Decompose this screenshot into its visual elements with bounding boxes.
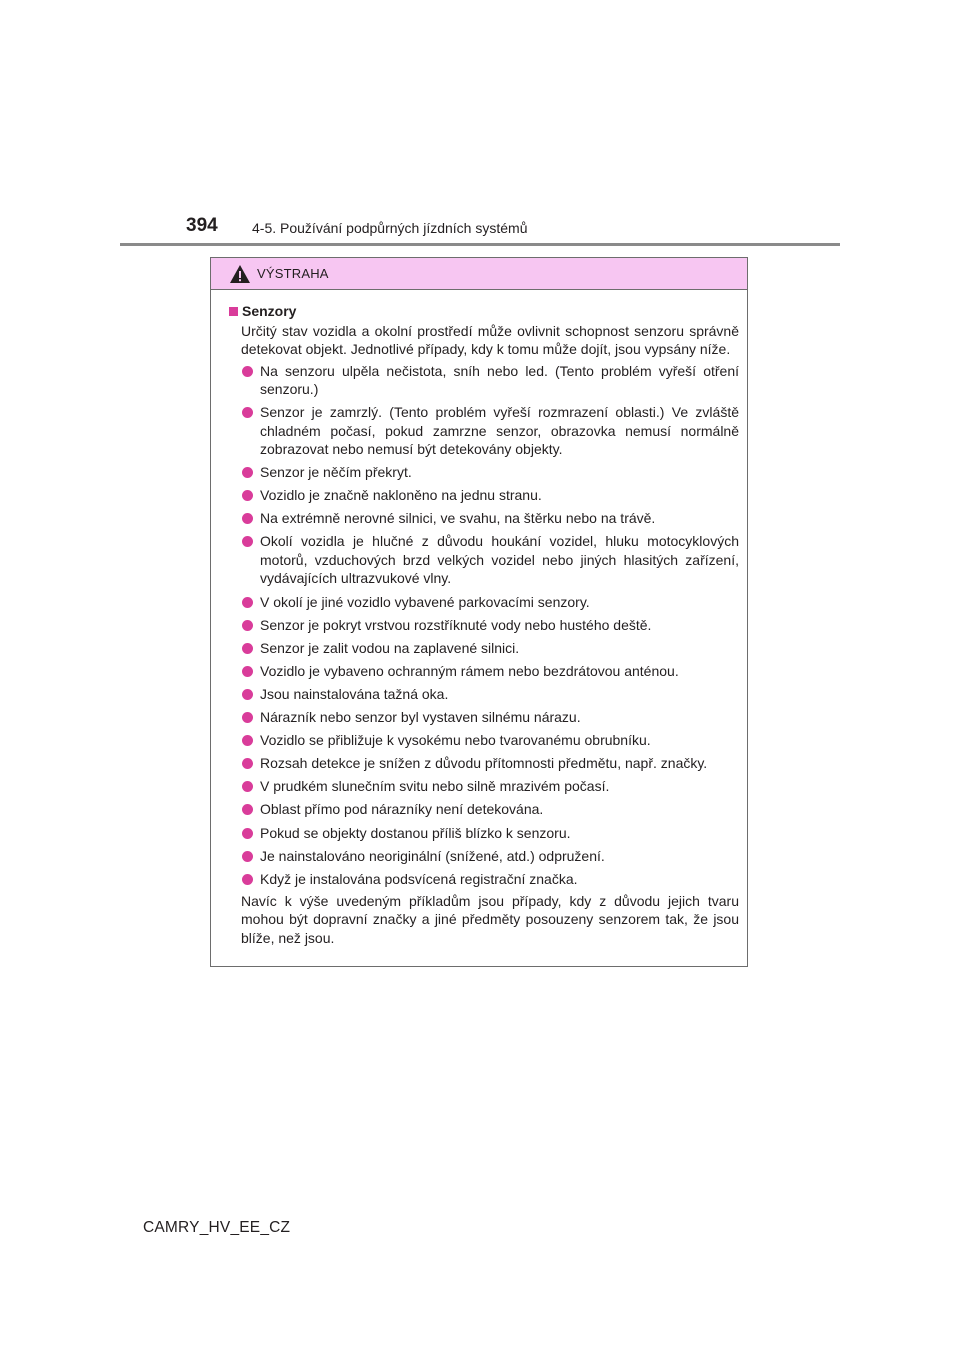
list-item [229, 593, 739, 612]
round-bullet-icon [242, 828, 253, 839]
round-bullet-icon [242, 490, 253, 501]
list-item-text: Vozidlo je vybaveno ochranným rámem nebo bezdrátovou anténou. [260, 662, 679, 679]
list-item [229, 362, 739, 399]
list-item-text: Na senzoru ulpěla nečistota, sníh nebo led. (Tento problém vyřeší otření senzoru.) [260, 362, 739, 397]
outro-paragraph: Navíc k výše uvedeným příkladům jsou případy, kdy z důvodu jejich tvaru mohou být dopravní značky a jiné předměty posouzeny senzorem tak, že jsou blíže, než jsou. [241, 892, 739, 946]
page-number: 394 [186, 215, 218, 236]
list-item [229, 685, 739, 704]
subheading [229, 302, 739, 321]
list-item [229, 509, 739, 528]
list-item-text: Okolí vozidla je hlučné z důvodu houkání vozidel, hluku motocyklových motorů, vzduchových brzd velkých vozidel nebo jiných hlasitých zařízení, vydávajících ultrazvukové vlny. [260, 533, 739, 587]
list-item-text: Pokud se objekty dostanou příliš blízko k senzoru. [260, 824, 571, 841]
round-bullet-icon [242, 666, 253, 677]
round-bullet-icon [242, 712, 253, 723]
list-item [229, 777, 739, 796]
list-item-text: Senzor je pokryt vrstvou rozstříknuté vody nebo hustého deště. [260, 616, 652, 633]
round-bullet-icon [242, 536, 253, 547]
round-bullet-icon [242, 467, 253, 478]
list-item [229, 754, 739, 773]
list-item-text: Senzor je něčím překryt. [260, 464, 412, 481]
warning-triangle-icon [229, 264, 251, 284]
list-item-text: Nárazník nebo senzor byl vystaven silnému nárazu. [260, 709, 581, 726]
round-bullet-icon [242, 407, 253, 418]
round-bullet-icon [242, 689, 253, 700]
section-title: 4-5. Používání podpůrných jízdních systémů [252, 220, 528, 236]
list-item-text: Je nainstalováno neoriginální (snížené, atd.) odpružení. [260, 847, 605, 864]
list-item [229, 731, 739, 750]
list-item [229, 708, 739, 727]
round-bullet-icon [242, 620, 253, 631]
round-bullet-icon [242, 643, 253, 654]
round-bullet-icon [242, 851, 253, 862]
list-item-text: Vozidlo se přibližuje k vysokému nebo tvarovanému obrubníku. [260, 732, 651, 749]
list-item [229, 870, 739, 889]
condition-list [229, 362, 739, 889]
warning-title: VÝSTRAHA [257, 266, 329, 281]
list-item [229, 824, 739, 843]
round-bullet-icon [242, 758, 253, 769]
header-divider [120, 243, 840, 246]
list-item [229, 616, 739, 635]
round-bullet-icon [242, 874, 253, 885]
warning-body [211, 290, 747, 947]
list-item [229, 463, 739, 482]
list-item-text: Senzor je zamrzlý. (Tento problém vyřeší rozmrazení oblasti.) Ve zvláště chladném počasí, pokud zamrzne senzor, obrazovka nemusí normálně zobrazovat nebo nemusí být detekovány objekty. [260, 404, 739, 458]
round-bullet-icon [242, 804, 253, 815]
list-item [229, 639, 739, 658]
square-bullet-icon [229, 307, 238, 316]
list-item [229, 403, 739, 459]
list-item-text: Když je instalována podsvícená registrační značka. [260, 870, 578, 887]
list-item-text: Vozidlo je značně nakloněno na jednu stranu. [260, 487, 542, 504]
round-bullet-icon [242, 781, 253, 792]
round-bullet-icon [242, 513, 253, 524]
list-item [229, 800, 739, 819]
list-item-text: Oblast přímo pod nárazníky není detekována. [260, 801, 544, 818]
round-bullet-icon [242, 597, 253, 608]
list-item-text: Na extrémně nerovné silnici, ve svahu, na štěrku nebo na trávě. [260, 510, 656, 527]
list-item-text: Jsou nainstalována tažná oka. [260, 685, 449, 702]
subheading-text: Senzory [242, 303, 297, 319]
warning-box [210, 257, 748, 967]
list-item-text: V prudkém slunečním svitu nebo silně mrazivém počasí. [260, 778, 610, 795]
list-item-text: Rozsah detekce je snížen z důvodu přítomnosti předmětu, např. značky. [260, 755, 708, 772]
round-bullet-icon [242, 735, 253, 746]
round-bullet-icon [242, 366, 253, 377]
list-item-text: V okolí je jiné vozidlo vybavené parkovacími senzory. [260, 593, 590, 610]
list-item [229, 532, 739, 588]
list-item [229, 662, 739, 681]
model-code: CAMRY_HV_EE_CZ [143, 1219, 291, 1236]
list-item [229, 486, 739, 505]
warning-header [211, 258, 747, 290]
intro-paragraph: Určitý stav vozidla a okolní prostředí může ovlivnit schopnost senzoru správně detekovat objekt. Jednotlivé případy, kdy k tomu může dojít, jsou vypsány níže. [241, 322, 739, 357]
list-item-text: Senzor je zalit vodou na zaplavené silnici. [260, 639, 520, 656]
list-item [229, 847, 739, 866]
